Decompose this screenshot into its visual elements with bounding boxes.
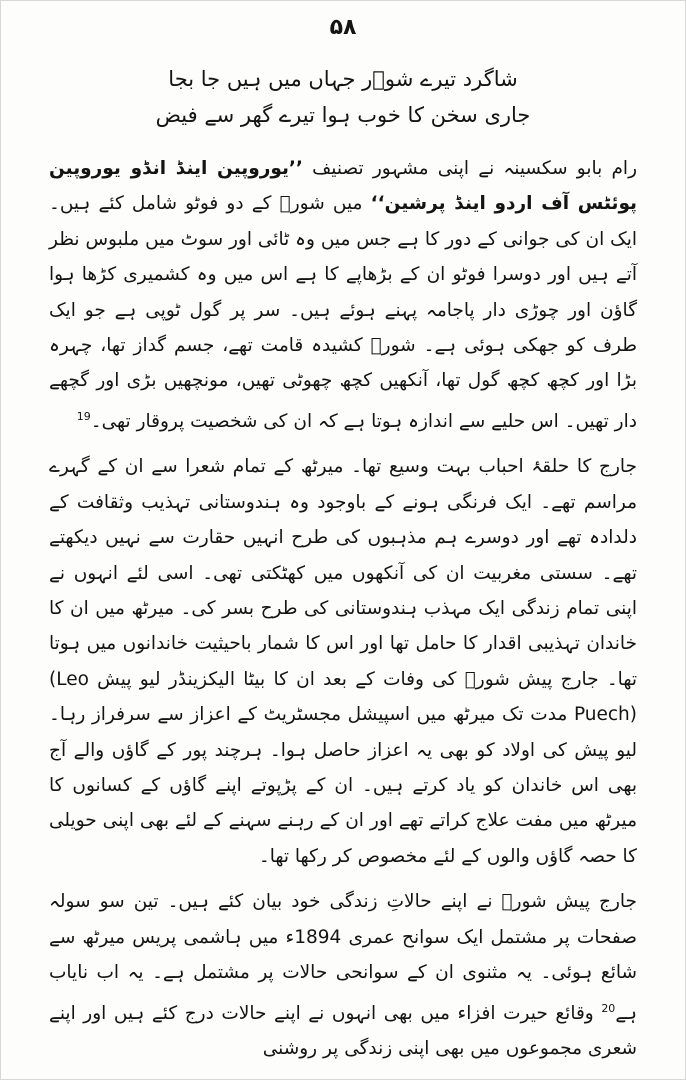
latin-name: (Leo Puech) xyxy=(49,668,637,726)
paragraph-text: جارج پیش شورؔ نے اپنے حالاتِ زندگی خود بیان کئے ہیں۔ تین سو سولہ صفحات پر مشتمل ایک سوانح عمری 1894ء میں ہاشمی پریس میرٹھ سے شائع ہوئی۔ یہ مثنوی ان کے سوانحی حالات پر مشتمل ہے۔ یہ اب نایاب ہے xyxy=(49,891,637,1024)
paragraph-1 xyxy=(49,151,637,439)
footnote-ref: 19 xyxy=(76,409,91,423)
paragraph-text: وقائع حیرت افزاء میں بھی انہوں نے اپنے حالات درج کئے ہیں اور اپنے شعری مجموعوں میں بھی اپنی زندگی پر روشنی xyxy=(49,1002,637,1060)
body-text xyxy=(49,151,637,1076)
paragraph-3 xyxy=(49,884,637,1066)
paragraph-text: مدت تک میرٹھ میں اسپیشل مجسٹریٹ کے اعزاز سے سرفراز رہا۔ لیو پیش کی اولاد کو بھی یہ اعزاز حاصل ہوا۔ ہرچند پور کے گاؤں والے آج بھی اس خاندان کو یاد کرتے ہیں۔ ان کے پڑپوتے اپنے گاؤں کے کسانوں کا میرٹھ میں مفت علاج کراتے تھے اور ان کے رہنے سہنے کے لئے بھی اپنی حویلی کا حصہ گاؤں والوں کے لئے مخصوص کر رکھا تھا۔ xyxy=(49,704,637,867)
poetry-couplet xyxy=(1,61,685,133)
footnote-ref: 20 xyxy=(601,1001,616,1015)
paragraph-text: رام بابو سکسینہ نے اپنی مشہور تصنیف xyxy=(302,158,637,179)
paragraph-2 xyxy=(49,449,637,874)
page-number: ۵۸ xyxy=(329,15,357,40)
couplet-line-2: جاری سخن کا خوب ہوا تیرے گھر سے فیض xyxy=(155,103,531,127)
couplet-line-1: شاگرد تیرے شوؔر جہاں میں ہیں جا بجا xyxy=(168,67,518,91)
paragraph-text: میں شورؔ کے دو فوٹو شامل کئے ہیں۔ ایک ان کی جوانی کے دور کا ہے جس میں وہ ٹائی اور سوٹ میں ملبوس نظر آتے ہیں اور دوسرا فوٹو ان کے بڑھاپے کا ہے اس میں وہ کشمیری کڑھا ہوا گاؤن اور چوڑی دار پاجامہ پہنے ہوئے ہیں۔ سر پر گول ٹوپی ہے جو ایک طرف کو جھکی ہوئی ہے۔ شورؔ کشیدہ قامت تھے، جسم گداز تھا، چہرہ بڑا اور کچھ کچھ گول تھا، آنکھیں کچھ چھوٹی تھیں، مونچھیں بڑی اور گچھے دار تھیں۔ اس حلیے سے اندازہ ہوتا ہے کہ ان کی شخصیت پروقار تھی۔ xyxy=(49,193,637,432)
paragraph-text: جارج کا حلقۂ احباب بہت وسیع تھا۔ میرٹھ کے تمام شعرا سے ان کے گہرے مراسم تھے۔ ایک فرنگی ہونے کے باوجود وہ ہندوستانی تہذیب وثقافت کے دلدادہ تھے اور دوسرے ہم مذہبوں کی طرح انہیں حقارت سے نہیں دیکھتے تھے۔ سستی مغربیت ان کی آنکھوں میں کھٹکتی تھی۔ اسی لئے انہوں نے اپنی تمام زندگی ایک مہذب ہندوستانی کی طرح بسر کی۔ میرٹھ میں ان کا خاندان تہذیبی اقدار کا حامل تھا اور اس کا شمار باحیثیت خاندانوں میں ہوتا تھا۔ جارج پیش شورؔ کی وفات کے بعد ان کا بیٹا الیکزینڈر لیو پیش xyxy=(49,456,637,690)
book-title: ’’یوروپین اینڈ انڈو یوروپین پوئٹس آف اردو اینڈ پرشین‘‘ xyxy=(49,158,637,215)
